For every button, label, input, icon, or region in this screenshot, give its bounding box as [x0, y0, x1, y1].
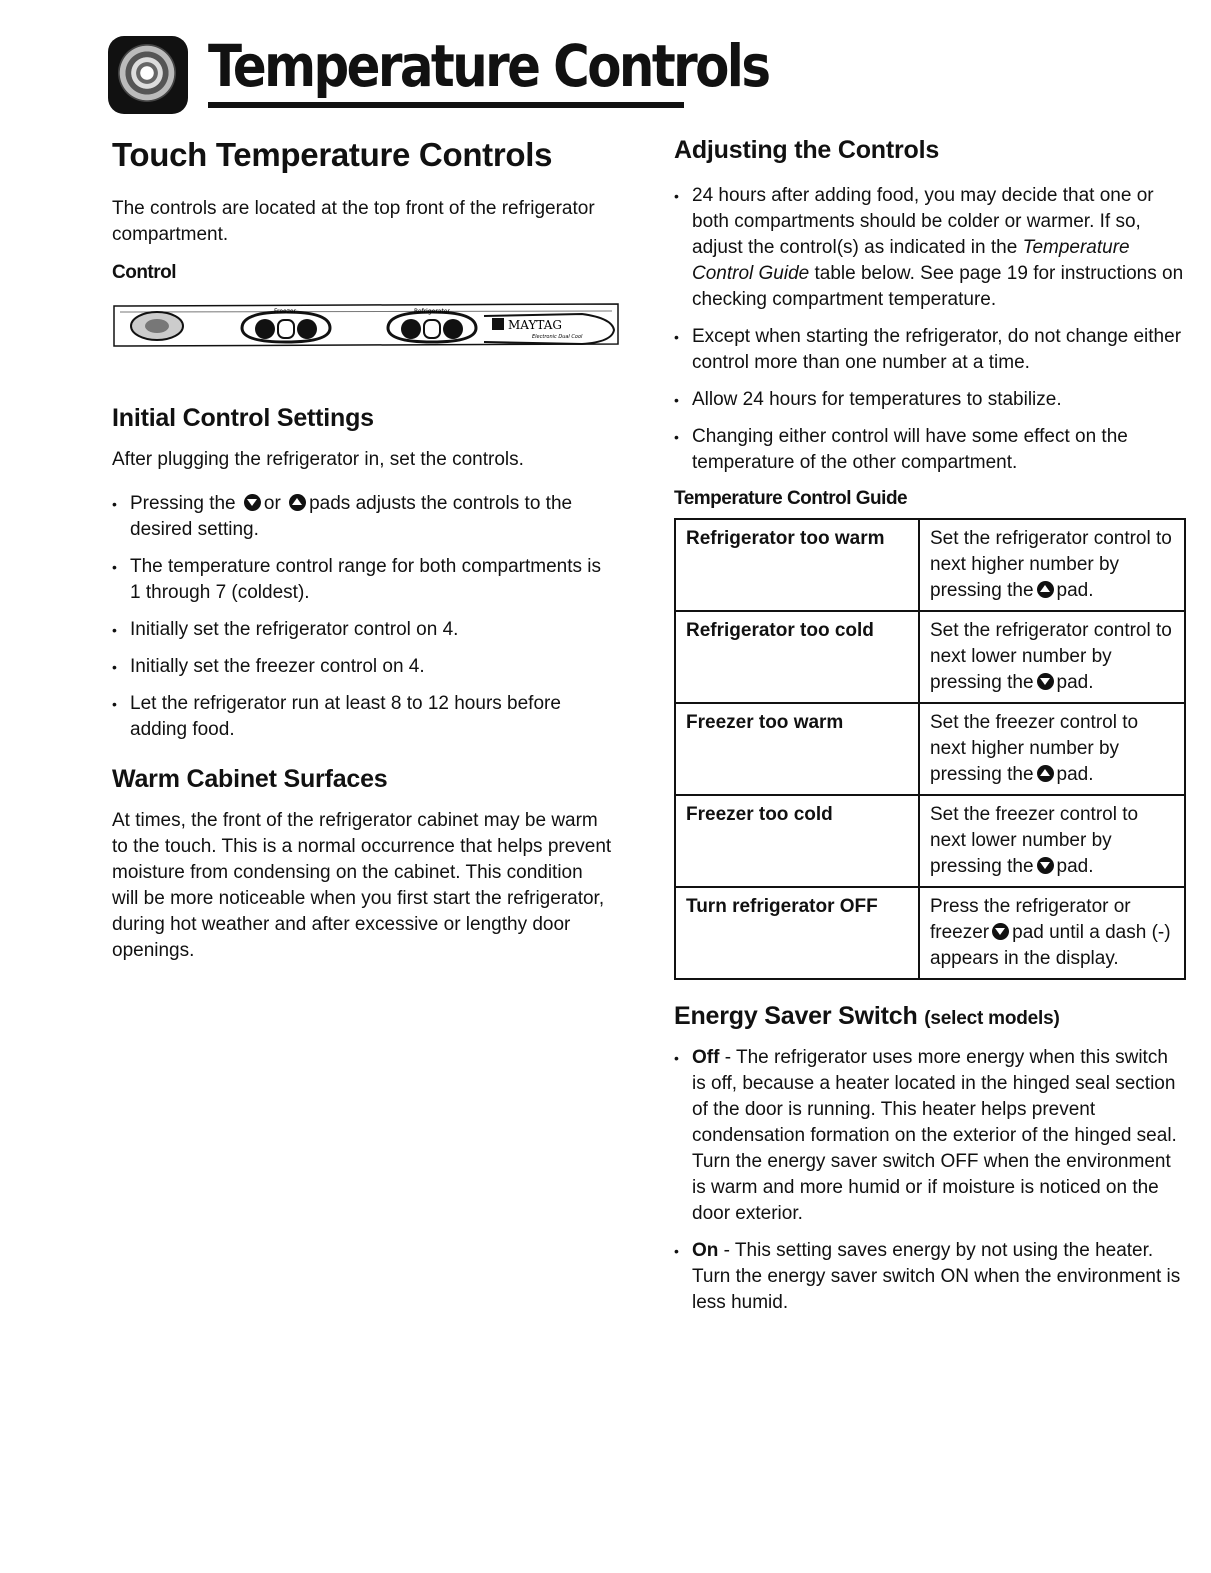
panel-freezer-label: Freezer: [274, 308, 297, 315]
guide-action: Press the refrigerator or freezer pad until a dash (-) appears in the display.: [919, 887, 1185, 979]
adjusting-list: [674, 183, 1186, 476]
adjusting-heading: Adjusting the Controls: [674, 136, 940, 164]
up-pad-icon: [1037, 581, 1054, 598]
panel-refrigerator-label: Refrigerator: [414, 308, 450, 315]
list-item: • On - This setting saves energy by not using the heater. Turn the energy saver switch ON when the environment is less humid.: [674, 1238, 1186, 1316]
initial-settings-list: [112, 491, 612, 743]
on-label: On: [692, 1240, 719, 1261]
up-pad-icon: [289, 494, 306, 511]
list-item: • Initially set the refrigerator control on 4.: [112, 617, 612, 643]
list-item: • Allow 24 hours for temperatures to stabilize.: [674, 387, 1186, 413]
guide-condition: Turn refrigerator OFF: [675, 887, 919, 979]
table-row: [675, 887, 1185, 979]
right-column: [674, 132, 1186, 1328]
down-pad-icon: [244, 494, 261, 511]
guide-action: Set the refrigerator control to next lower number by pressing the pad.: [919, 611, 1185, 703]
list-item: • Pressing the or pads adjusts the controls to the desired setting.: [112, 491, 612, 543]
list-item: • Initially set the freezer control on 4.: [112, 654, 612, 680]
page-header: [108, 28, 769, 114]
table-row: [675, 519, 1185, 611]
down-pad-icon: [1037, 673, 1054, 690]
down-pad-icon: [992, 923, 1009, 940]
initial-settings-intro: After plugging the refrigerator in, set the controls.: [112, 449, 524, 470]
guide-condition: Freezer too cold: [675, 795, 919, 887]
list-item: • Changing either control will have some effect on the temperature of the other compartment.: [674, 424, 1186, 476]
guide-condition: Refrigerator too warm: [675, 519, 919, 611]
panel-brand: MAYTAG: [508, 318, 562, 332]
temperature-dial-icon: [108, 36, 188, 114]
initial-settings-heading: Initial Control Settings: [112, 404, 374, 432]
off-label: Off: [692, 1047, 720, 1068]
list-item: • Let the refrigerator run at least 8 to 12 hours before adding food.: [112, 691, 612, 743]
left-column: [112, 132, 612, 978]
guide-action: Set the freezer control to next higher number by pressing the pad.: [919, 703, 1185, 795]
guide-action: Set the freezer control to next lower number by pressing the pad.: [919, 795, 1185, 887]
energy-saver-note: (select models): [924, 1008, 1060, 1029]
title-underline: [208, 102, 684, 108]
guide-condition: Refrigerator too cold: [675, 611, 919, 703]
energy-saver-heading: Energy Saver Switch (select models): [674, 1002, 1060, 1030]
panel-brand-sub: Electronic Dual Cool: [532, 334, 583, 340]
list-item: • 24 hours after adding food, you may decide that one or both compartments should be colder or warmer. If so, adjust the control(s) as indicated in the Temperature Control Guide table below. See page 19 for instructions on checking compartment temperature.: [674, 183, 1186, 313]
list-item: • Except when starting the refrigerator, do not change either control more than one number at a time.: [674, 324, 1186, 376]
temperature-guide-table: [674, 518, 1186, 980]
warm-cabinet-body: At times, the front of the refrigerator cabinet may be warm to the touch. This is a normal occurrence that helps prevent moisture from condensing on the cabinet. This condition will be more noticeable when you first start the refrigerator, during hot weather and after excessive or lengthy door openings.: [112, 810, 612, 961]
down-pad-icon: [1037, 857, 1054, 874]
energy-saver-list: [674, 1045, 1186, 1316]
control-panel-illustration: [112, 302, 620, 348]
touch-controls-heading: Touch Temperature Controls: [112, 136, 553, 173]
table-row: [675, 611, 1185, 703]
guide-heading: Temperature Control Guide: [674, 488, 908, 509]
list-item: • Off - The refrigerator uses more energy when this switch is off, because a heater located in the hinged seal section of the door is running. This heater helps prevent condensation formation on the exterior of the hinged seal. Turn the energy saver switch OFF when the environment is warm and more humid or if moisture is noticed on the door exterior.: [674, 1045, 1186, 1227]
guide-reference: Temperature Control Guide: [692, 237, 1130, 284]
warm-cabinet-heading: Warm Cabinet Surfaces: [112, 765, 388, 793]
control-label: Control: [112, 262, 177, 283]
guide-condition: Freezer too warm: [675, 703, 919, 795]
page-title: Temperature Controls: [208, 32, 769, 100]
table-row: [675, 795, 1185, 887]
list-item: • The temperature control range for both compartments is 1 through 7 (coldest).: [112, 554, 612, 606]
table-row: [675, 703, 1185, 795]
up-pad-icon: [1037, 765, 1054, 782]
guide-action: Set the refrigerator control to next higher number by pressing the pad.: [919, 519, 1185, 611]
touch-controls-intro: The controls are located at the top front of the refrigerator compartment.: [112, 198, 595, 245]
